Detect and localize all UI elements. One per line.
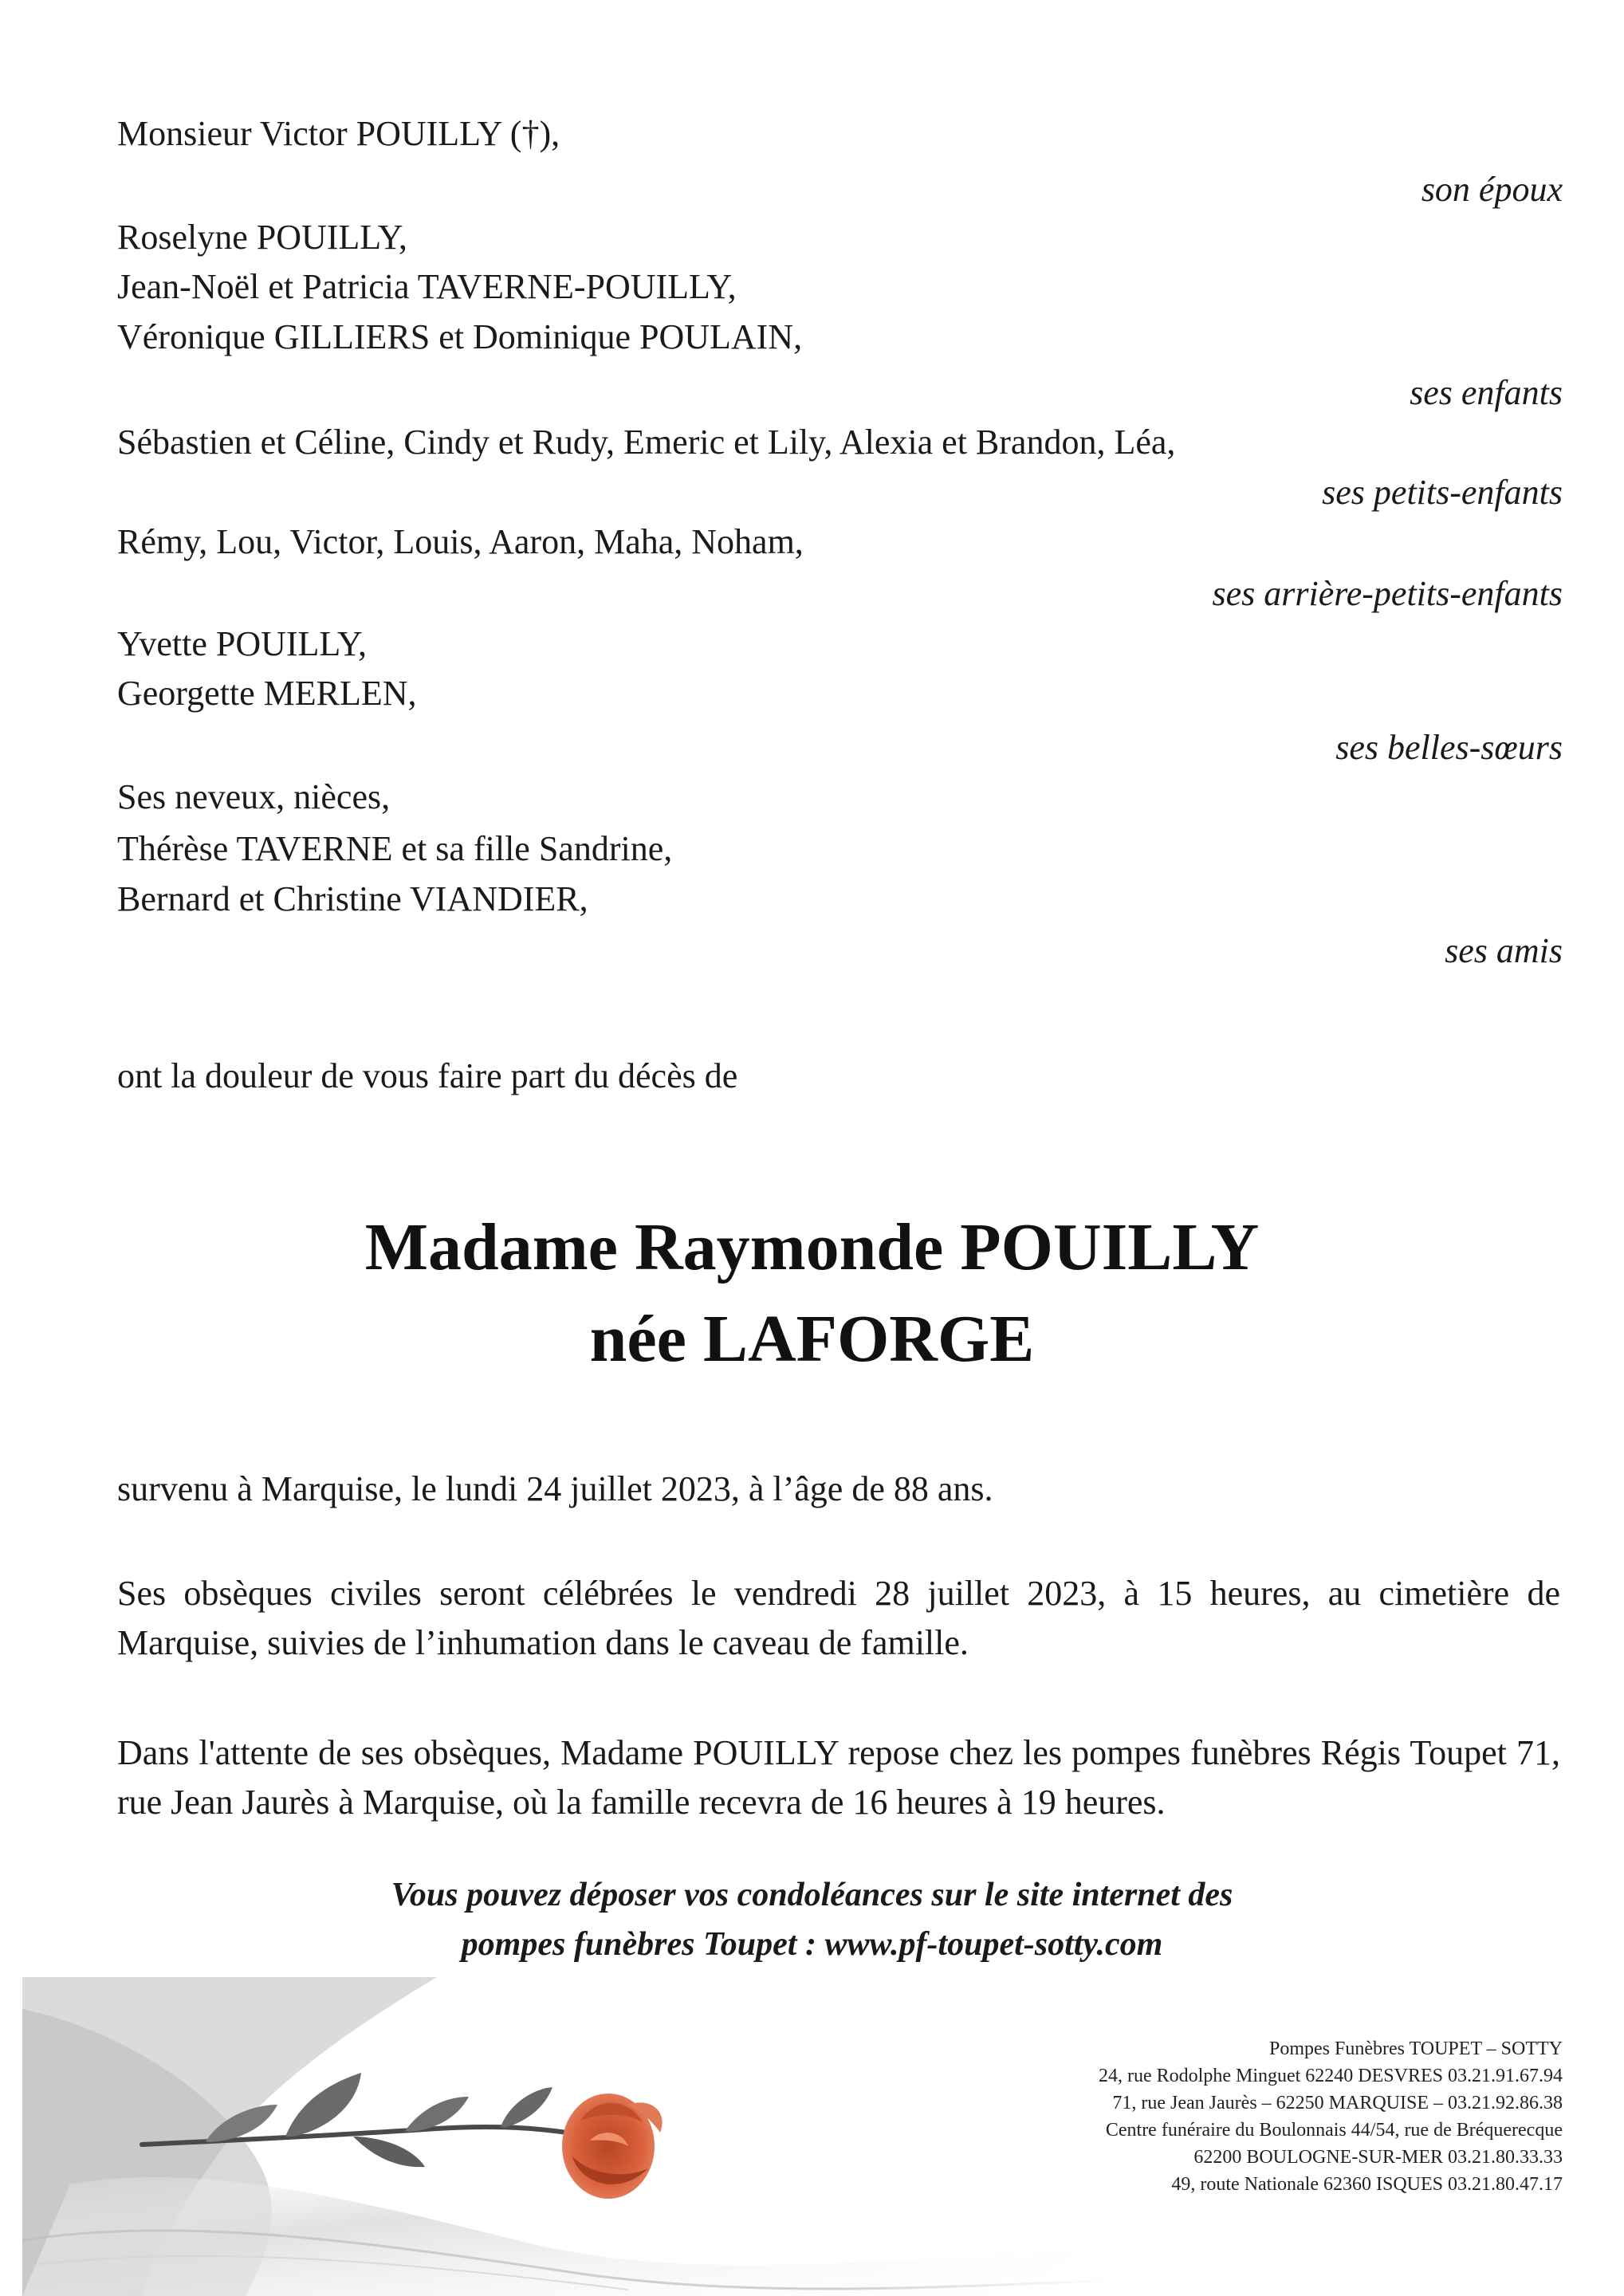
family-great-grandchildren: Rémy, Lou, Victor, Louis, Aaron, Maha, Noham, xyxy=(117,522,804,561)
footer-desvres: 24, rue Rodolphe Minguet 62240 DESVRES 03.21.91.67.94 xyxy=(1099,2066,1563,2086)
family-sister-in-law-1: Yvette POUILLY, xyxy=(117,624,368,663)
footer-centre-funeraire: Centre funéraire du Boulonnais 44/54, rue de Bréquerecque xyxy=(1105,2120,1563,2141)
footer-boulogne: 62200 BOULOGNE-SUR-MER 03.21.80.33.33 xyxy=(1193,2147,1563,2168)
condolences-line-1: Vous pouvez déposer vos condoléances sur le site internet des xyxy=(391,1877,1233,1913)
relation-great-grandchildren: ses arrière-petits-enfants xyxy=(1212,574,1563,613)
rose-on-beach-image xyxy=(22,1977,1115,2296)
footer-marquise: 71, rue Jean Jaurès – 62250 MARQUISE – 03.21.92.86.38 xyxy=(1112,2093,1563,2113)
family-line-spouse: Monsieur Victor POUILLY (†), xyxy=(117,114,560,153)
resting-details: Dans l'attente de ses obsèques, Madame POUILLY repose chez les pompes funèbres Régis Toupet 71, rue Jean Jaurès à Marquise, où la famille recevra de 16 heures à 19 heures. xyxy=(117,1733,1560,1822)
family-friend-3: Bernard et Christine VIANDIER, xyxy=(117,879,588,918)
footer-company: Pompes Funèbres TOUPET – SOTTY xyxy=(1268,2038,1563,2059)
family-friend-1: Ses neveux, nièces, xyxy=(117,777,391,816)
deceased-name: Madame Raymonde POUILLY xyxy=(364,1210,1260,1284)
family-friend-2: Thérèse TAVERNE et sa fille Sandrine, xyxy=(117,829,673,868)
death-details: survenu à Marquise, le lundi 24 juillet 2023, à l’âge de 88 ans. xyxy=(117,1469,993,1508)
relation-grandchildren: ses petits-enfants xyxy=(1322,473,1563,512)
family-child-2: Jean-Noël et Patricia TAVERNE-POUILLY, xyxy=(117,267,737,306)
family-sister-in-law-2: Georgette MERLEN, xyxy=(117,674,417,713)
relation-children: ses enfants xyxy=(1410,373,1563,412)
deceased-maiden-name: née LAFORGE xyxy=(589,1302,1035,1376)
family-grandchildren: Sébastien et Céline, Cindy et Rudy, Emeric et Lily, Alexia et Brandon, Léa, xyxy=(117,423,1176,462)
footer-isques: 49, route Nationale 62360 ISQUES 03.21.80.47.17 xyxy=(1171,2174,1563,2195)
family-child-3: Véronique GILLIERS et Dominique POULAIN, xyxy=(117,317,803,356)
condolences-line-2: pompes funèbres Toupet : www.pf-toupet-sotty.com xyxy=(461,1926,1163,1963)
family-child-1: Roselyne POUILLY, xyxy=(117,218,407,257)
announcement-text: ont la douleur de vous faire part du décès de xyxy=(117,1056,738,1095)
funeral-details: Ses obsèques civiles seront célébrées le vendredi 28 juillet 2023, à 15 heures, au cimetière de Marquise, suivies de l’inhumation dans le caveau de famille. xyxy=(117,1574,1560,1662)
relation-friends: ses amis xyxy=(1445,931,1563,970)
relation-spouse: son époux xyxy=(1421,170,1563,209)
relation-sisters-in-law: ses belles-sœurs xyxy=(1335,728,1563,767)
